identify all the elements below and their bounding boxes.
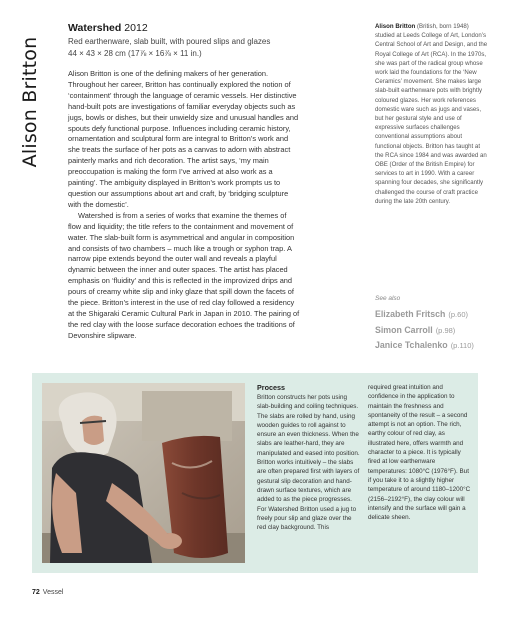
see-also-item[interactable] xyxy=(375,338,495,354)
see-also-page: (p.60) xyxy=(448,310,468,319)
main-column xyxy=(68,22,300,342)
process-column-2: required great intuition and confidence in the application to maintain the freshness and spontaneity of the result – a second attempt is not an option. The rich, earthy colour of red clay, as illustrated here, offers warmth and character to a piece. It is typically fired at low earthenware temperatures: 1080°C (1976°F). But if you take it to a slightly higher temperature of around 1180–1200°C (2156–2192°F), the clay colour will intensify and the surface will gain a delicate sheen. xyxy=(368,384,471,522)
see-also-name: Elizabeth Fritsch xyxy=(375,309,446,319)
side-artist-name xyxy=(15,22,45,182)
see-also-name: Janice Tchalenko xyxy=(375,340,448,350)
process-photo xyxy=(42,383,245,563)
process-heading: Process xyxy=(257,383,285,392)
page-footer xyxy=(32,589,63,596)
work-year: 2012 xyxy=(124,22,148,34)
see-also-item[interactable] xyxy=(375,323,495,339)
page-number: 72 xyxy=(32,589,40,596)
artist-bio xyxy=(375,22,489,206)
process-text-1: Britton constructs her pots using slab-building and coiling techniques. The slabs are rolled by hand, using wooden guides to roll against to ensure an even thickness. When the slabs are leather-hard, they are manipulated and eased into position. Britton works intuitively – the slabs are often prepared first with layers of gestural slip decoration and hand-drawn surface textures, which are added to as the piece progresses. For Watershed Britton used a jug to freely pour slip and glaze over the red clay background. This xyxy=(257,394,360,532)
see-also-heading: See also xyxy=(375,295,401,302)
see-also-page: (p.110) xyxy=(450,341,474,350)
artist-name-vertical: Alison Britton xyxy=(19,36,41,168)
process-column-1 xyxy=(257,383,361,532)
see-also-item[interactable] xyxy=(375,307,495,323)
work-dimensions: 44 × 43 × 28 cm (17⅞ × 16⅞ × 11 in.) xyxy=(68,49,202,58)
see-also-page: (p.98) xyxy=(435,325,456,335)
work-title-line xyxy=(68,22,300,35)
artist-working-illustration xyxy=(42,383,245,563)
work-materials: Red earthenware, slab built, with poured slips and glazes xyxy=(68,37,271,46)
body-paragraph-2: Watershed is from a series of works that examine the themes of flow and liquidity; the title refers to the containment and movement of water. The slab-built form is asymmetrical and angular in composition and consists of two chambers – much like a trough or syphon trap. A narrow pipe extends beyond the outer wall and reveals a playful dynamic between the inner and outer spaces. The artist has placed emphasis on ‘fluidity’ and this is reflected in the improvized drips and pours of creamy white slip and inky glaze that spill down the facets of the piece. Britton’s interest in the use of red clay followed a residency at the Shigaraki Ceramic Cultural Park in Japan in 2010. The pairing of the red clay with the loose surface decoration echoes the traditions of Devonshire slipware. xyxy=(68,210,300,340)
bio-name: Alison Britton xyxy=(375,23,416,30)
body-paragraph-1: Alison Britton is one of the defining makers of her generation. Throughout her career, Britton has continually explored the notion of ‘containment’ through the language of ceramic vessels. Her distinctive hand-built pots are investigations of familiar everyday objects such as jugs, bowls or dishes, but their unwieldy size and unusual handles and spouts defy functional purpose. Influences including ceramic history, ornamentation and sculptural form are integral to Britton’s work and she treats the surface of her pots as a canvas to adorn with abstract painterly marks and rich decoration. The artist says, ‘my main preoccupation is making the form I’ve arrived at also work as a painting’. The ambiguity displayed in Britton’s work prompts us to question our assumptions about art and craft, by ‘bridging sculpture with the domestic’. xyxy=(68,69,299,209)
process-box xyxy=(32,373,478,573)
work-title: Watershed xyxy=(68,22,122,34)
bio-text: (British, born 1948) studied at Leeds College of Art, London’s Central School of Art and Design, and the Royal College of Art (RCA). In the 1970s, she was part of the radical group whose work laid the foundations for the ‘New Ceramics’ movement. She makes large slab-built earthenware pots with brightly coloured glazes. Her work references domestic ware such as jugs and vases, but her gestural style and use of expressive surfaces challenges conventional assumptions about functional objects. Britton has taught at the RCA since 1984 and was awarded an OBE (Order of the British Empire) for services to art in 1990. With a career spanning four decades, she significantly challenged the course of craft practice during the late 20th century. xyxy=(375,23,488,205)
see-also xyxy=(375,295,495,354)
main-body-text xyxy=(68,69,300,342)
see-also-name: Simon Carroll xyxy=(375,324,433,335)
section-name: Vessel xyxy=(42,589,64,596)
